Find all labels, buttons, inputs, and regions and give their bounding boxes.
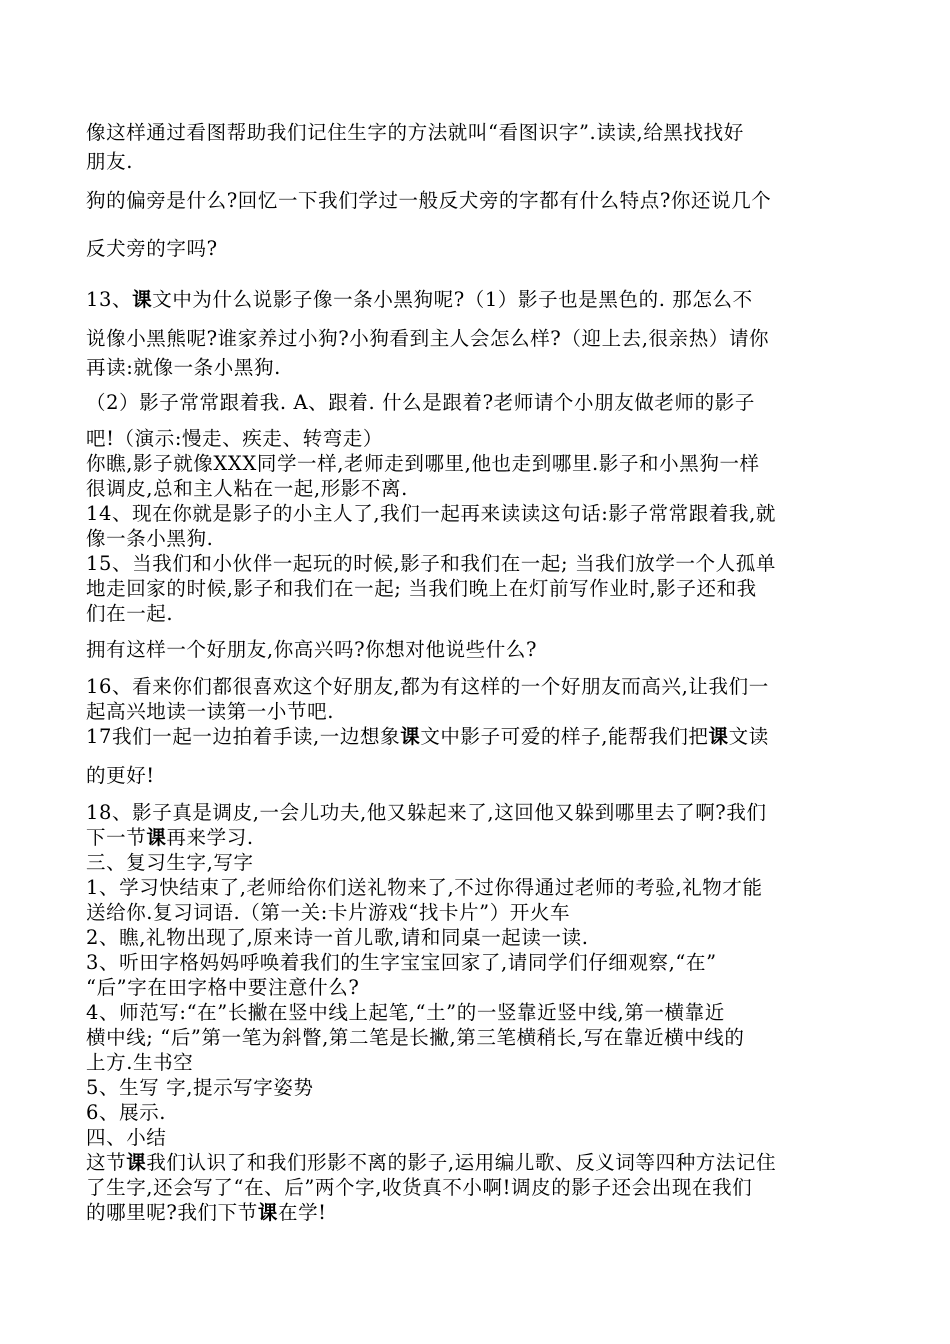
text-line: 3、听田字格妈妈呼唤着我们的生字宝宝回家了,请同学们仔细观察,“在” — [86, 951, 717, 974]
text-line: 起高兴地读一读第一小节吧. — [86, 700, 334, 723]
bold-character: 课 — [400, 725, 421, 748]
text-line: 地走回家的时候,影子和我们在一起; 当我们晚上在灯前写作业时,影子还和我 — [86, 577, 757, 600]
text-line: 6、展示. — [86, 1101, 167, 1124]
section-heading: 四、小结 — [86, 1126, 167, 1149]
text-line: 这节课我们认识了和我们形影不离的影子,运用编儿歌、反义词等四种方法记住 — [86, 1151, 777, 1174]
text-line: （2）影子常常跟着我. A、跟着. 什么是跟着?老师请个小朋友做老师的影子 — [86, 391, 755, 414]
text-line: 们在一起. — [86, 602, 174, 625]
text-line: 送给你.复习词语.（第一关:卡片游戏“找卡片”）开火车 — [86, 901, 571, 924]
bold-character: 课 — [708, 725, 729, 748]
text-line: “后”字在田字格中要注意什么? — [86, 976, 360, 999]
text-line: 上方.生书空 — [86, 1051, 194, 1074]
text-line: 狗的偏旁是什么?回忆一下我们学过一般反犬旁的字都有什么特点?你还说几个 — [86, 189, 772, 212]
text-line: 13、课文中为什么说影子像一条小黑狗呢?（1）影子也是黑色的. 那怎么不 — [86, 288, 753, 311]
text-line: 再读:就像一条小黑狗. — [86, 356, 281, 379]
bold-character: 课 — [126, 1151, 147, 1174]
text-line: 1、学习快结束了,老师给你们送礼物来了,不过你得通过老师的考验,礼物才能 — [86, 876, 763, 899]
text-line: 的哪里呢?我们下节课在学! — [86, 1201, 327, 1224]
text-line: 5、生写 字,提示写字姿势 — [86, 1076, 314, 1099]
text-line: 像一条小黑狗. — [86, 527, 214, 550]
text-line: 横中线; “后”第一笔为斜瞥,第二笔是长撇,第三笔横稍长,写在靠近横中线的 — [86, 1026, 745, 1049]
text-line: 的更好! — [86, 764, 155, 787]
text-line: 14、现在你就是影子的小主人了,我们一起再来读读这句话:影子常常跟着我,就 — [86, 502, 776, 525]
text-line: 4、师范写:“在”长撇在竖中线上起笔,“土”的一竖靠近竖中线,第一横靠近 — [86, 1001, 725, 1024]
text-line: 像这样通过看图帮助我们记住生字的方法就叫“看图识字”.读读,给黑找找好 — [86, 121, 744, 144]
text-line: 15、当我们和小伙伴一起玩的时候,影子和我们在一起; 当我们放学一个人孤单 — [86, 552, 776, 575]
text-line: 2、瞧,礼物出现了,原来诗一首儿歌,请和同桌一起读一读. — [86, 926, 589, 949]
text-line: 了生字,还会写了“在、后”两个字,收货真不小啊!调皮的影子还会出现在我们 — [86, 1176, 753, 1199]
text-line — [86, 724, 876, 750]
text-line: 朋友. — [86, 150, 133, 173]
text-line: 下一节课再来学习. — [86, 826, 254, 849]
text-line: 拥有这样一个好朋友,你高兴吗?你想对他说些什么? — [86, 638, 538, 661]
text-line: 反犬旁的字吗? — [86, 237, 218, 260]
bold-character: 课 — [132, 288, 153, 311]
bold-character: 课 — [146, 826, 167, 849]
text-line: 18、影子真是调皮,一会儿功夫,他又躲起来了,这回他又躲到哪里去了啊?我们 — [86, 801, 767, 824]
bold-character: 课 — [257, 1201, 278, 1224]
text-line: 吧!（演示:慢走、疾走、转弯走） — [86, 427, 384, 450]
text-line: 很调皮,总和主人粘在一起,形影不离. — [86, 477, 408, 500]
text-fragment: 17我们一起一边拍着手读,一边想象课文中影子可爱的样子,能帮我们把课文读 — [86, 725, 769, 748]
text-line: 16、看来你们都很喜欢这个好朋友,都为有这样的一个好朋友而高兴,让我们一 — [86, 675, 769, 698]
text-line: 你瞧,影子就像XXX同学一样,老师走到哪里,他也走到哪里.影子和小黑狗一样 — [86, 452, 760, 475]
text-line: 说像小黑熊呢?谁家养过小狗?小狗看到主人会怎么样?（迎上去,很亲热）请你 — [86, 327, 770, 350]
section-heading: 三、复习生字,写字 — [86, 851, 254, 874]
